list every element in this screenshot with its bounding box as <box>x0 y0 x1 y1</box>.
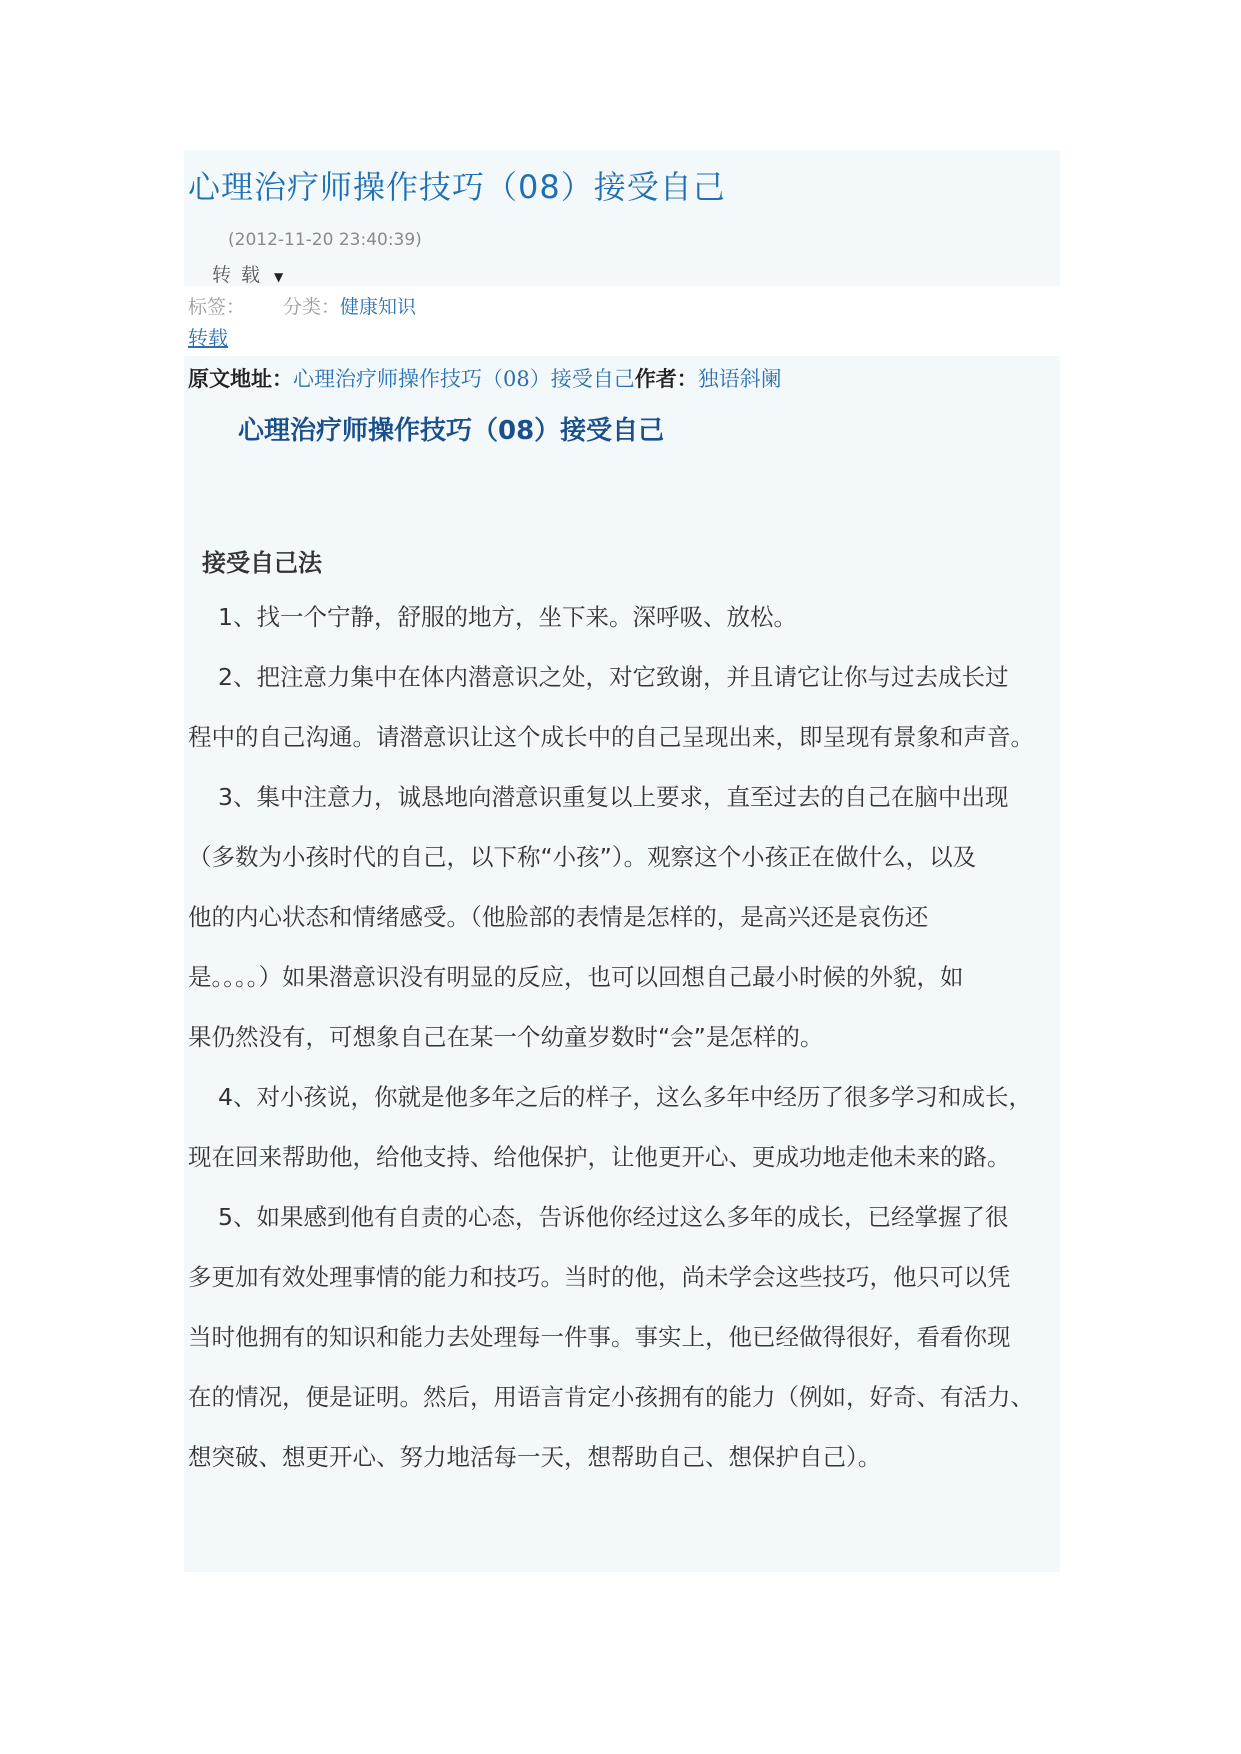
paragraph-line: 多更加有效处理事情的能力和技巧。当时的他，尚未学会这些技巧，他只可以凭 <box>188 1263 1011 1291</box>
category-label: 分类： <box>283 296 341 318</box>
category-link[interactable]: 健康知识 <box>340 296 417 318</box>
paragraph-line: 程中的自己沟通。请潜意识让这个成长中的自己呈现出来，即呈现有景象和声音。 <box>188 723 1034 751</box>
repost-link[interactable]: 转载 <box>188 326 228 350</box>
paragraph-line: 当时他拥有的知识和能力去处理每一件事。事实上，他已经做得很好，看看你现 <box>188 1323 1011 1351</box>
repost-dropdown-label[interactable]: 转载 <box>212 264 271 286</box>
paragraph-line: 果仍然没有，可想象自己在某一个幼童岁数时“会”是怎样的。 <box>188 1023 824 1051</box>
paragraph-line: 在的情况，便是证明。然后，用语言肯定小孩拥有的能力（例如，好奇、有活力、 <box>188 1383 1034 1411</box>
paragraph-line: 4、对小孩说，你就是他多年之后的样子，这么多年中经历了很多学习和成长， <box>218 1083 1032 1111</box>
source-label: 原文地址： <box>188 366 293 391</box>
paragraph-line: 5、如果感到他有自责的心态，告诉他你经过这么多年的成长，已经掌握了很 <box>218 1203 1009 1231</box>
paragraph-line: 3、集中注意力，诚恳地向潜意识重复以上要求，直至过去的自己在脑中出现 <box>218 783 1009 811</box>
paragraph-line: （多数为小孩时代的自己，以下称“小孩”）。观察这个小孩正在做什么，以及 <box>188 843 977 871</box>
repost-dropdown[interactable] <box>212 260 283 287</box>
tags-label: 标签： <box>188 296 246 318</box>
author-link[interactable]: 独语斜阑 <box>697 367 782 391</box>
post-date: (2012-11-20 23:40:39) <box>228 230 422 250</box>
dropdown-arrow-icon[interactable]: ▼ <box>274 270 284 284</box>
tags-row <box>188 292 416 319</box>
source-link[interactable]: 心理治疗师操作技巧（08）接受自己 <box>293 367 635 391</box>
section-heading: 接受自己法 <box>202 549 322 577</box>
source-line <box>188 363 782 393</box>
paragraph-line: 2、把注意力集中在体内潜意识之处，对它致谢，并且请它让你与过去成长过 <box>218 663 1009 691</box>
paragraph-line: 是。。。。）如果潜意识没有明显的反应，也可以回想自己最小时候的外貌，如 <box>188 963 964 991</box>
author-label: 作者： <box>634 366 698 391</box>
article-heading: 心理治疗师操作技巧（08）接受自己 <box>238 416 665 446</box>
paragraph-line: 他的内心状态和情绪感受。（他脸部的表情是怎样的，是高兴还是哀伤还 <box>188 903 929 931</box>
paragraph-line: 1、找一个宁静，舒服的地方，坐下来。深呼吸、放松。 <box>218 603 797 631</box>
post-title: 心理治疗师操作技巧（08）接受自己 <box>188 168 726 206</box>
paragraph-line: 现在回来帮助他，给他支持、给他保护，让他更开心、更成功地走他未来的路。 <box>188 1143 1011 1171</box>
paragraph-line: 想突破、想更开心、努力地活每一天，想帮助自己、想保护自己）。 <box>188 1443 882 1471</box>
